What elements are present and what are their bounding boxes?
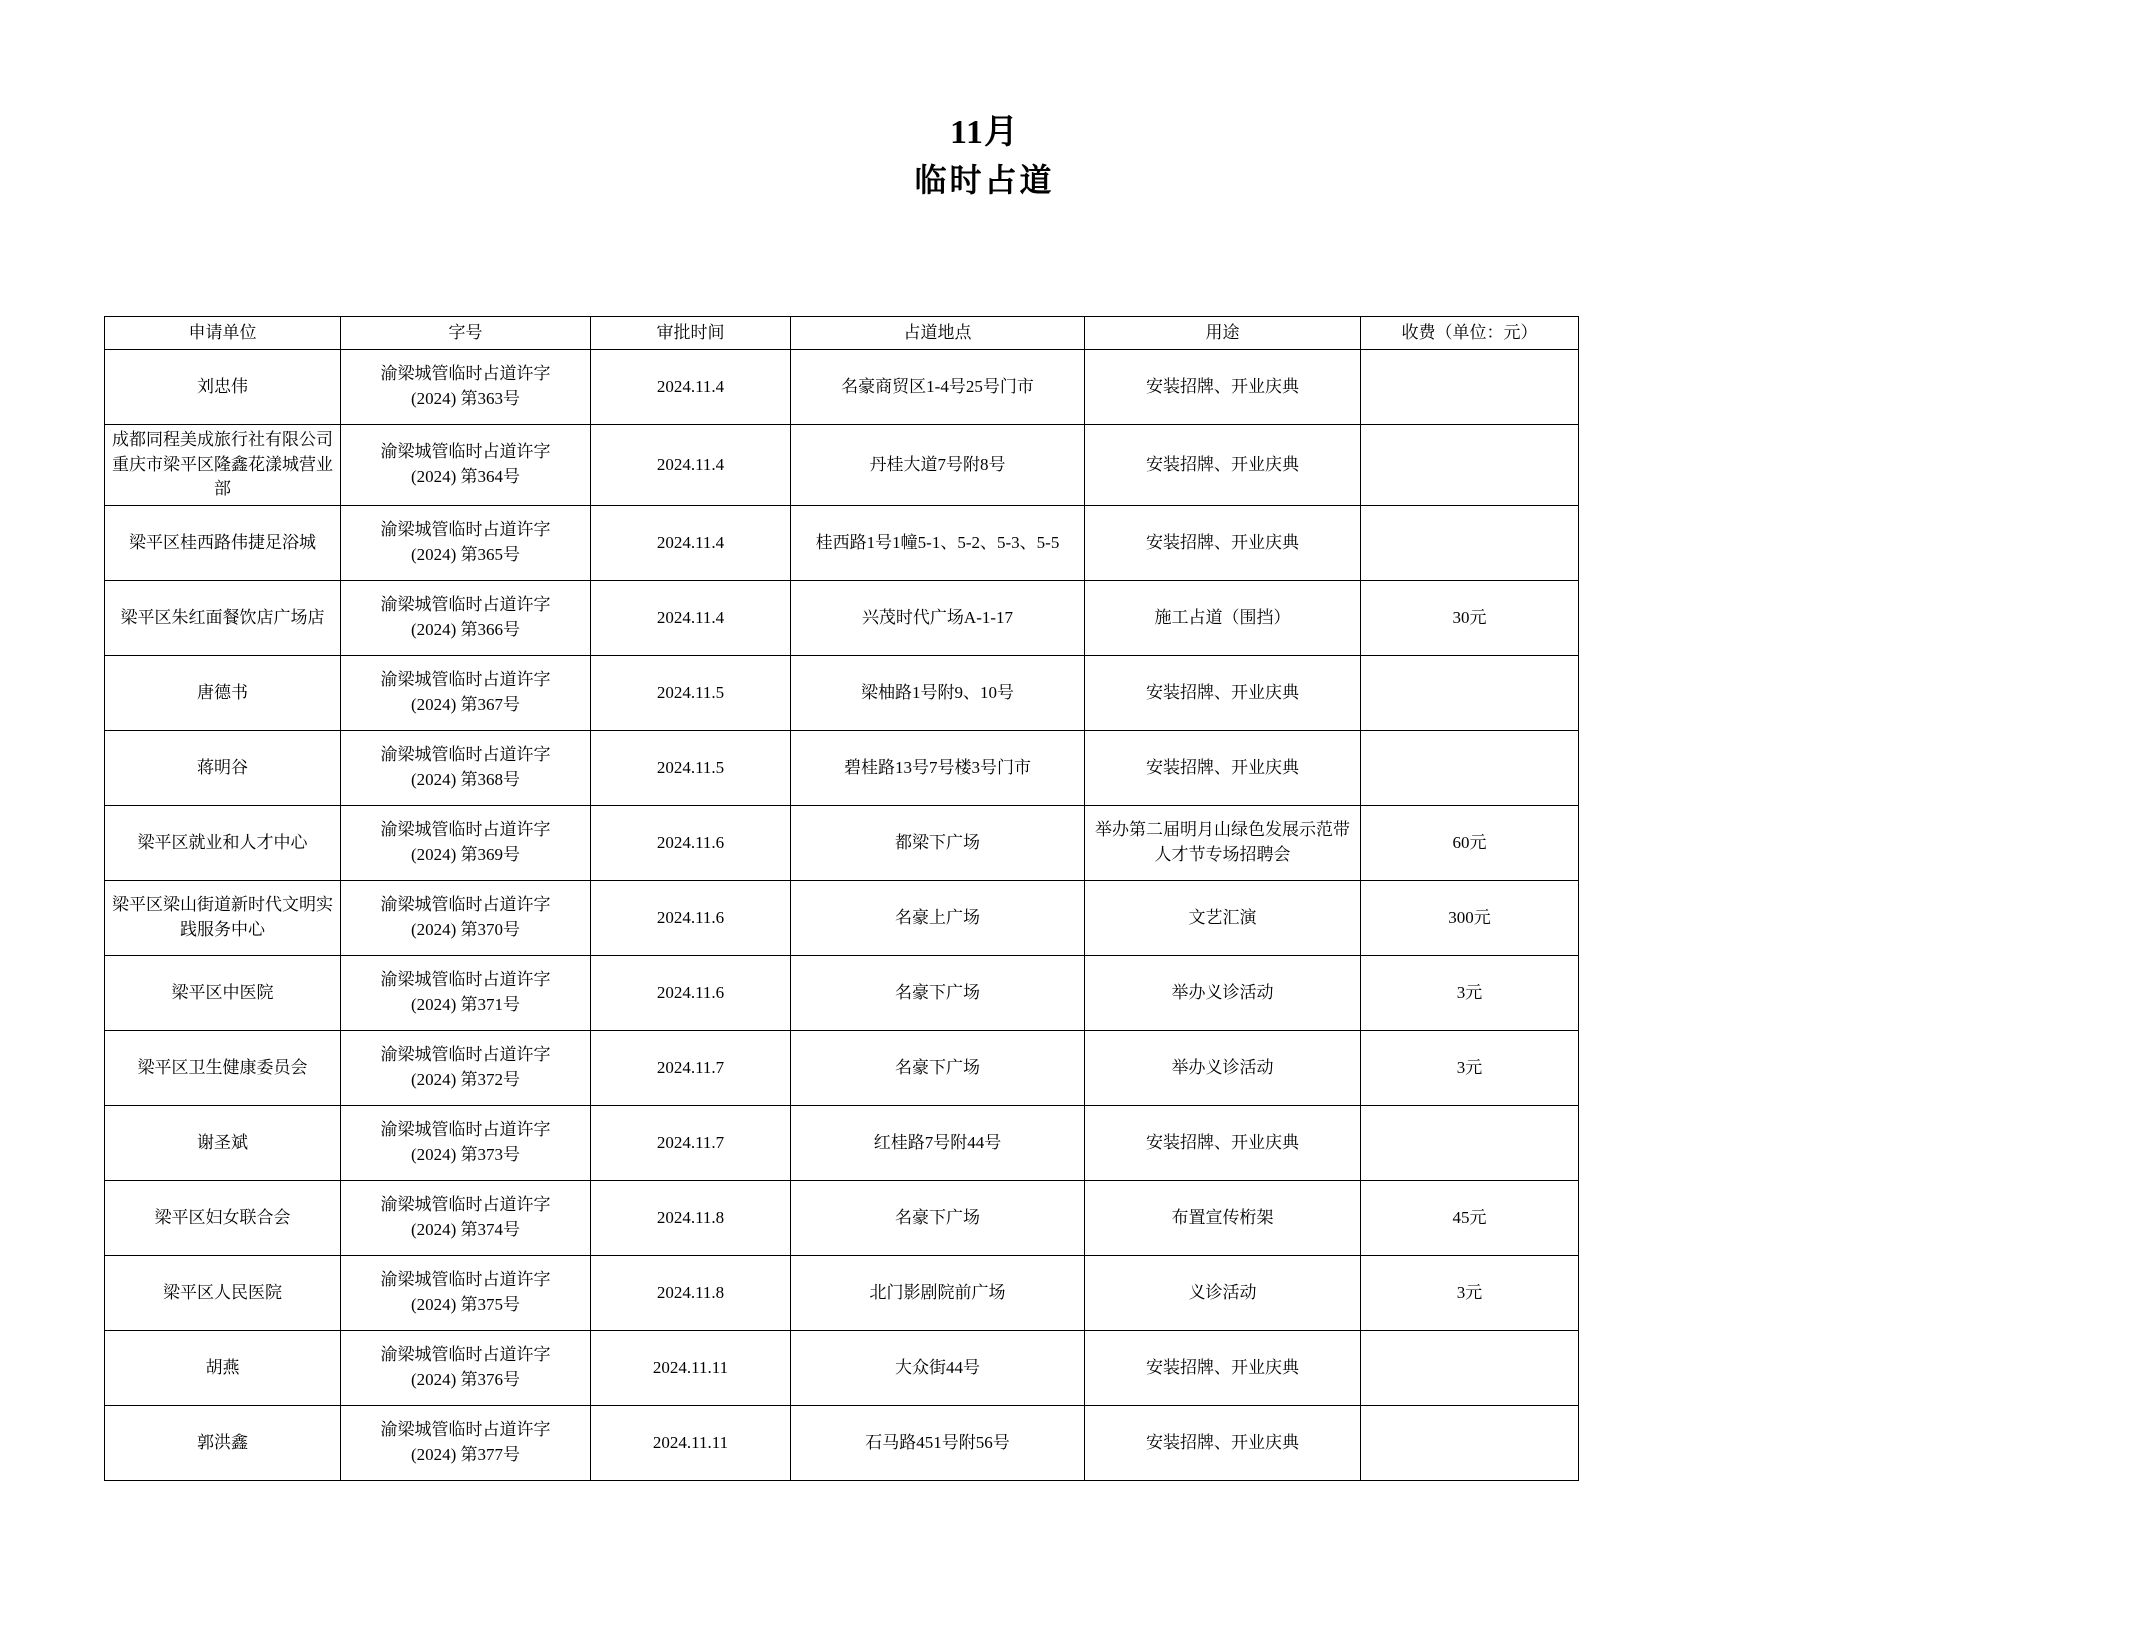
column-header-fee: 收费（单位：元） — [1361, 317, 1579, 350]
cell-code-line2: (2024) 第377号 — [410, 1444, 521, 1464]
cell-purpose: 安装招牌、开业庆典 — [1085, 350, 1361, 425]
cell-code — [341, 350, 591, 425]
cell-fee — [1361, 425, 1579, 506]
table-row — [105, 580, 1579, 655]
cell-fee: 30元 — [1361, 580, 1579, 655]
cell-code-line2: (2024) 第373号 — [410, 1144, 521, 1164]
cell-unit: 梁平区人民医院 — [105, 1255, 341, 1330]
table-body — [105, 350, 1579, 1481]
cell-date: 2024.11.7 — [591, 1105, 791, 1180]
cell-code-line2: (2024) 第371号 — [410, 994, 521, 1014]
cell-date: 2024.11.4 — [591, 425, 791, 506]
cell-place: 都梁下广场 — [791, 805, 1085, 880]
cell-purpose: 安装招牌、开业庆典 — [1085, 505, 1361, 580]
cell-code-line2: (2024) 第370号 — [410, 919, 521, 939]
occupancy-table — [104, 316, 1579, 1481]
cell-place: 梁柚路1号附9、10号 — [791, 655, 1085, 730]
cell-code-line1: 渝梁城管临时占道许字 — [380, 970, 551, 990]
cell-purpose: 举办第二届明月山绿色发展示范带人才节专场招聘会 — [1085, 805, 1361, 880]
cell-place: 碧桂路13号7号楼3号门市 — [791, 730, 1085, 805]
cell-fee: 60元 — [1361, 805, 1579, 880]
table-row — [105, 1255, 1579, 1330]
cell-unit: 谢圣斌 — [105, 1105, 341, 1180]
cell-code-line1: 渝梁城管临时占道许字 — [380, 1345, 551, 1365]
cell-code-line2: (2024) 第374号 — [410, 1219, 521, 1239]
cell-code — [341, 1330, 591, 1405]
cell-code-line1: 渝梁城管临时占道许字 — [380, 895, 551, 915]
table-row — [105, 350, 1579, 425]
cell-code-line1: 渝梁城管临时占道许字 — [380, 1195, 551, 1215]
cell-code — [341, 655, 591, 730]
cell-unit: 梁平区就业和人才中心 — [105, 805, 341, 880]
cell-fee — [1361, 1330, 1579, 1405]
cell-purpose: 安装招牌、开业庆典 — [1085, 1105, 1361, 1180]
cell-code — [341, 1180, 591, 1255]
column-header-purpose: 用途 — [1085, 317, 1361, 350]
table-row — [105, 655, 1579, 730]
cell-code-line2: (2024) 第372号 — [410, 1069, 521, 1089]
cell-code — [341, 1030, 591, 1105]
cell-date: 2024.11.5 — [591, 655, 791, 730]
cell-code-line2: (2024) 第366号 — [410, 619, 521, 639]
cell-code-line1: 渝梁城管临时占道许字 — [380, 520, 551, 540]
table-row — [105, 505, 1579, 580]
table-row — [105, 805, 1579, 880]
cell-fee: 3元 — [1361, 1255, 1579, 1330]
cell-date: 2024.11.4 — [591, 350, 791, 425]
cell-unit: 胡燕 — [105, 1330, 341, 1405]
cell-code-line1: 渝梁城管临时占道许字 — [380, 745, 551, 765]
cell-place: 名豪上广场 — [791, 880, 1085, 955]
cell-code-line1: 渝梁城管临时占道许字 — [380, 1420, 551, 1440]
cell-fee: 3元 — [1361, 1030, 1579, 1105]
document-title-block — [0, 112, 2149, 202]
page-subtitle: 临时占道 — [914, 161, 1055, 198]
cell-code-line1: 渝梁城管临时占道许字 — [380, 670, 551, 690]
cell-purpose: 布置宣传桁架 — [1085, 1180, 1361, 1255]
cell-code — [341, 880, 591, 955]
cell-place: 红桂路7号附44号 — [791, 1105, 1085, 1180]
cell-fee — [1361, 730, 1579, 805]
page-title: 11月 — [949, 114, 1020, 151]
cell-fee: 300元 — [1361, 880, 1579, 955]
cell-purpose: 安装招牌、开业庆典 — [1085, 1405, 1361, 1480]
cell-date: 2024.11.5 — [591, 730, 791, 805]
column-header-code: 字号 — [341, 317, 591, 350]
cell-purpose: 举办义诊活动 — [1085, 955, 1361, 1030]
table-header — [105, 317, 1579, 350]
cell-code-line2: (2024) 第376号 — [410, 1369, 521, 1389]
cell-purpose: 安装招牌、开业庆典 — [1085, 425, 1361, 506]
cell-code — [341, 425, 591, 506]
cell-date: 2024.11.4 — [591, 580, 791, 655]
cell-date: 2024.11.7 — [591, 1030, 791, 1105]
table-row — [105, 730, 1579, 805]
cell-code-line2: (2024) 第363号 — [410, 389, 521, 408]
column-header-place: 占道地点 — [791, 317, 1085, 350]
cell-place: 桂西路1号1幢5-1、5-2、5-3、5-5 — [791, 505, 1085, 580]
cell-unit: 成都同程美成旅行社有限公司重庆市梁平区隆鑫花漾城营业部 — [105, 425, 341, 506]
cell-purpose: 安装招牌、开业庆典 — [1085, 655, 1361, 730]
cell-unit: 刘忠伟 — [105, 350, 341, 425]
cell-code-line2: (2024) 第367号 — [410, 694, 521, 714]
cell-place: 名豪下广场 — [791, 1180, 1085, 1255]
cell-fee — [1361, 1405, 1579, 1480]
cell-place: 石马路451号附56号 — [791, 1405, 1085, 1480]
table-row — [105, 1030, 1579, 1105]
cell-fee — [1361, 350, 1579, 425]
cell-date: 2024.11.8 — [591, 1180, 791, 1255]
cell-code-line1: 渝梁城管临时占道许字 — [380, 364, 551, 384]
cell-unit: 梁平区朱红面餐饮店广场店 — [105, 580, 341, 655]
cell-date: 2024.11.6 — [591, 805, 791, 880]
column-header-date: 审批时间 — [591, 317, 791, 350]
cell-fee — [1361, 1105, 1579, 1180]
cell-code — [341, 1405, 591, 1480]
table-row — [105, 955, 1579, 1030]
cell-code — [341, 730, 591, 805]
table-row — [105, 1330, 1579, 1405]
cell-date: 2024.11.11 — [591, 1330, 791, 1405]
cell-code-line2: (2024) 第364号 — [410, 466, 521, 486]
table-row — [105, 1180, 1579, 1255]
cell-code — [341, 1255, 591, 1330]
cell-purpose: 安装招牌、开业庆典 — [1085, 1330, 1361, 1405]
cell-code — [341, 955, 591, 1030]
cell-place: 名豪下广场 — [791, 955, 1085, 1030]
table-row — [105, 1405, 1579, 1480]
cell-date: 2024.11.4 — [591, 505, 791, 580]
cell-code-line1: 渝梁城管临时占道许字 — [380, 1045, 551, 1065]
cell-purpose: 安装招牌、开业庆典 — [1085, 730, 1361, 805]
cell-code-line2: (2024) 第365号 — [410, 544, 521, 564]
cell-date: 2024.11.6 — [591, 955, 791, 1030]
document-page — [0, 112, 2149, 1632]
cell-code — [341, 1105, 591, 1180]
cell-place: 大众街44号 — [791, 1330, 1085, 1405]
cell-place: 兴茂时代广场A-1-17 — [791, 580, 1085, 655]
cell-code-line1: 渝梁城管临时占道许字 — [380, 1120, 551, 1140]
cell-place: 丹桂大道7号附8号 — [791, 425, 1085, 506]
cell-code — [341, 805, 591, 880]
table-row — [105, 880, 1579, 955]
cell-unit: 蒋明谷 — [105, 730, 341, 805]
cell-code-line2: (2024) 第368号 — [410, 769, 521, 789]
cell-unit: 梁平区妇女联合会 — [105, 1180, 341, 1255]
cell-unit: 梁平区桂西路伟捷足浴城 — [105, 505, 341, 580]
table-row — [105, 1105, 1579, 1180]
occupancy-table-wrapper — [104, 316, 1578, 1481]
cell-date: 2024.11.8 — [591, 1255, 791, 1330]
cell-place: 名豪商贸区1-4号25号门市 — [791, 350, 1085, 425]
cell-fee: 3元 — [1361, 955, 1579, 1030]
cell-unit: 唐德书 — [105, 655, 341, 730]
cell-date: 2024.11.11 — [591, 1405, 791, 1480]
cell-code-line1: 渝梁城管临时占道许字 — [380, 1270, 551, 1290]
cell-code-line1: 渝梁城管临时占道许字 — [380, 820, 551, 840]
cell-code-line2: (2024) 第375号 — [410, 1294, 521, 1314]
cell-unit: 梁平区中医院 — [105, 955, 341, 1030]
cell-fee — [1361, 505, 1579, 580]
cell-code — [341, 505, 591, 580]
cell-purpose: 文艺汇演 — [1085, 880, 1361, 955]
cell-code-line2: (2024) 第369号 — [410, 844, 521, 864]
cell-code — [341, 580, 591, 655]
table-header-row — [105, 317, 1579, 350]
cell-date: 2024.11.6 — [591, 880, 791, 955]
cell-unit: 梁平区卫生健康委员会 — [105, 1030, 341, 1105]
cell-place: 北门影剧院前广场 — [791, 1255, 1085, 1330]
column-header-unit: 申请单位 — [105, 317, 341, 350]
cell-code-line1: 渝梁城管临时占道许字 — [380, 595, 551, 615]
cell-purpose: 义诊活动 — [1085, 1255, 1361, 1330]
cell-purpose: 施工占道（围挡） — [1085, 580, 1361, 655]
cell-unit: 郭洪鑫 — [105, 1405, 341, 1480]
cell-fee: 45元 — [1361, 1180, 1579, 1255]
cell-place: 名豪下广场 — [791, 1030, 1085, 1105]
table-row — [105, 425, 1579, 506]
cell-code-line1: 渝梁城管临时占道许字 — [380, 442, 551, 462]
cell-purpose: 举办义诊活动 — [1085, 1030, 1361, 1105]
cell-fee — [1361, 655, 1579, 730]
cell-unit: 梁平区梁山街道新时代文明实践服务中心 — [105, 880, 341, 955]
